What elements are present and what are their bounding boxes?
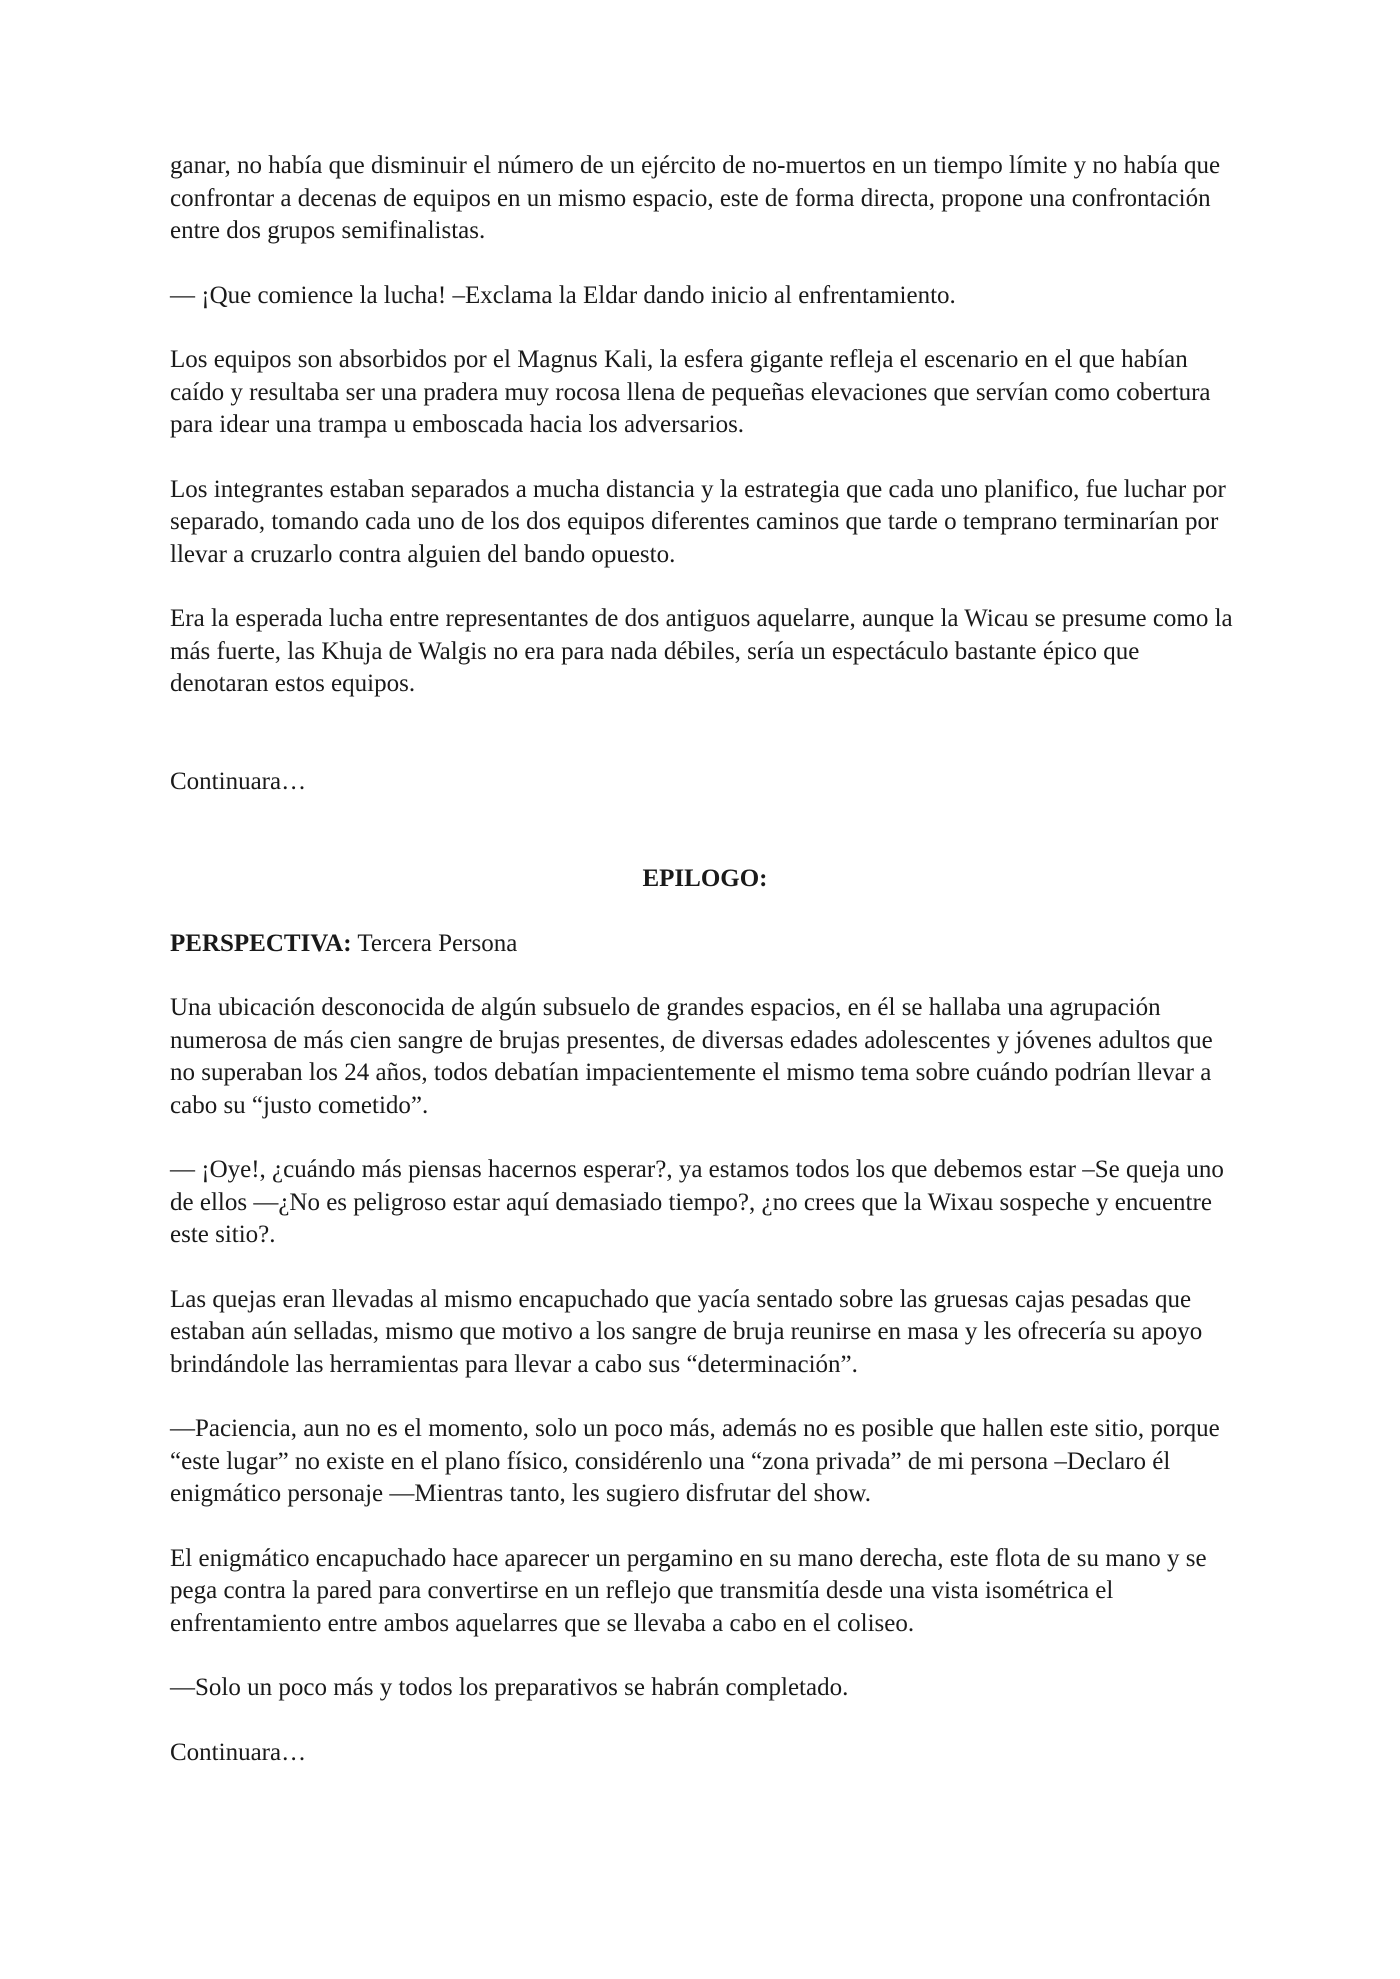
paragraph: —Paciencia, aun no es el momento, solo un poco más, además no es posible que hallen este sitio, porque “este lugar” no existe en el plano físico, considérenlo una “zona privada” de mi persona –Declaro él enigmático personaje —Mientras tanto, les sugiero disfrutar del show. <box>170 1415 1220 1507</box>
paragraph: Los integrantes estaban separados a mucha distancia y la estrategia que cada uno planifico, fue luchar por separado, tomando cada uno de los dos equipos diferentes caminos que tarde o temprano terminarían por llevar a cruzarlo contra alguien del bando opuesto. <box>170 475 1226 568</box>
paragraph: El enigmático encapuchado hace aparecer un pergamino en su mano derecha, este flota de su mano y se pega contra la pared para convertirse en un reflejo que transmitía desde una vista isométrica el enfrentamiento entre ambos aquelarres que se llevaba a cabo en el coliseo. <box>170 1544 1207 1637</box>
document-page <box>170 150 1240 1769</box>
paragraph: —Solo un poco más y todos los preparativos se habrán completado. <box>170 1674 849 1701</box>
paragraph: Los equipos son absorbidos por el Magnus Kali, la esfera gigante refleja el escenario en el que habían caído y resultaba ser una pradera muy rocosa llena de pequeñas elevaciones que servían como cobertura para idear una trampa u emboscada hacia los adversarios. <box>170 346 1211 438</box>
paragraph: Era la esperada lucha entre representantes de dos antiguos aquelarre, aunque la Wicau se presume como la más fuerte, las Khuja de Walgis no era para nada débiles, sería un espectáculo bastante épico que denotaran estos equipos. <box>170 605 1233 697</box>
continuara-text: Continuara… <box>170 767 307 795</box>
perspective-line <box>170 928 1240 961</box>
paragraph: ganar, no había que disminuir el número de un ejército de no-muertos en un tiempo límite y no había que confrontar a decenas de equipos en un mismo espacio, este de forma directa, propone una confrontación entre dos grupos semifinalistas. <box>170 152 1221 244</box>
paragraph: — ¡Oye!, ¿cuándo más piensas hacernos esperar?, ya estamos todos los que debemos estar –Se queja uno de ellos —¿No es peligroso estar aquí demasiado tiempo?, ¿no crees que la Wixau sospeche y encuentre este sitio?. <box>170 1156 1224 1248</box>
perspective-value: Tercera Persona <box>351 929 518 957</box>
epilogue-heading: EPILOGO: <box>642 865 768 892</box>
paragraph: Las quejas eran llevadas al mismo encapuchado que yacía sentado sobre las gruesas cajas pesadas que estaban aún selladas, mismo que motivo a los sangre de bruja reunirse en masa y les ofrecería su apoyo brindándole las herramientas para llevar a cabo sus “determinación”. <box>170 1285 1203 1378</box>
paragraph: — ¡Que comience la lucha! –Exclama la Eldar dando inicio al enfrentamiento. <box>170 281 956 309</box>
paragraph: Una ubicación desconocida de algún subsuelo de grandes espacios, en él se hallaba una agrupación numerosa de más cien sangre de brujas presentes, de diversas edades adolescentes y jóvenes adultos que no superaban los 24 años, todos debatían impacientemente el mismo tema sobre cuándo podrían llevar a cabo su “justo cometido”. <box>170 994 1213 1119</box>
perspective-label: PERSPECTIVA: <box>170 929 352 957</box>
continuara-text: Continuara… <box>170 1738 307 1766</box>
